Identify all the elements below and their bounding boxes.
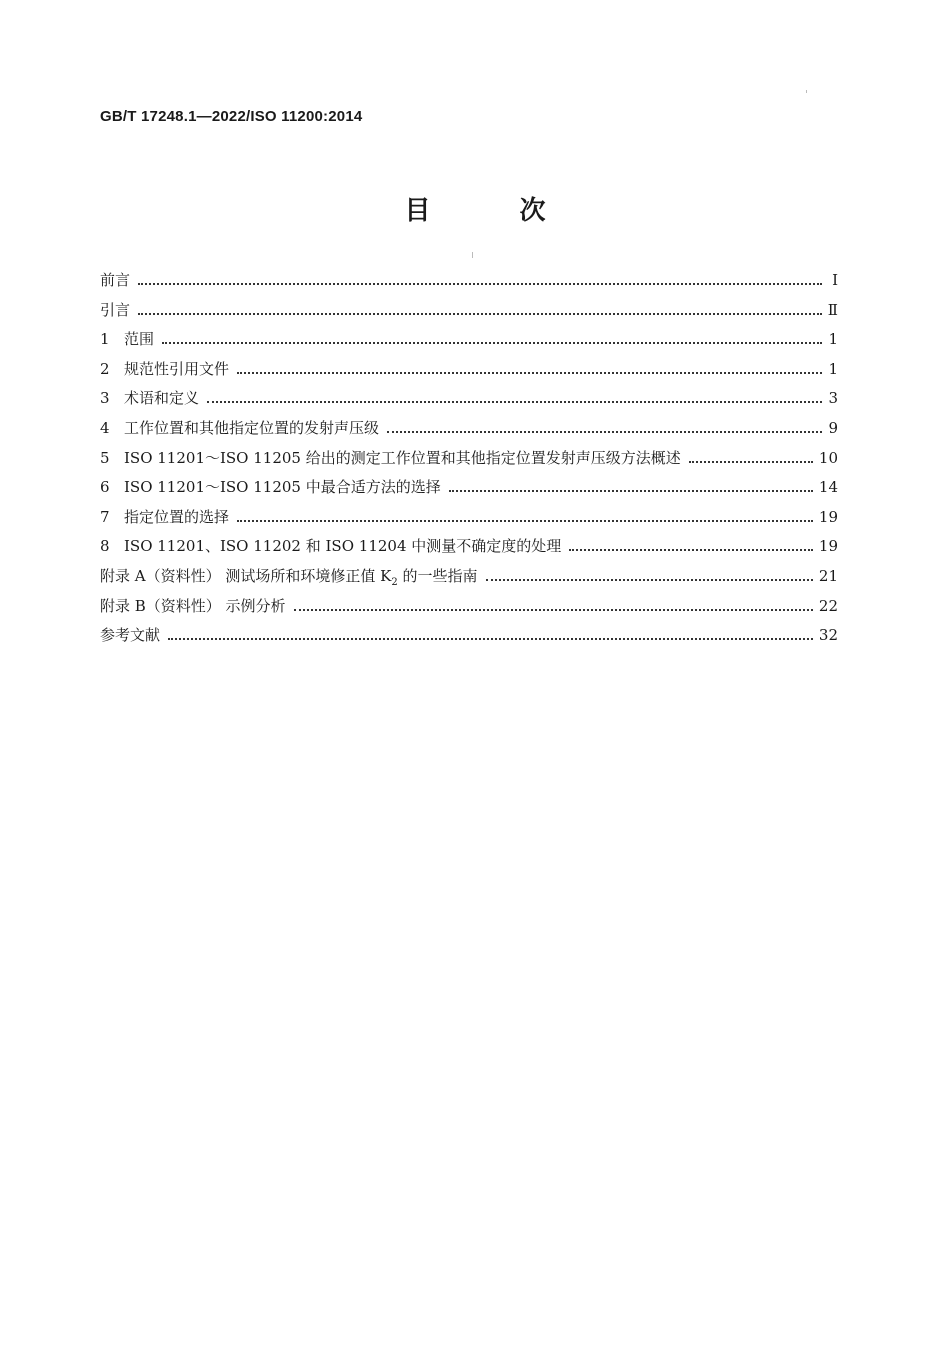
dot-leader — [689, 461, 813, 463]
dot-leader — [237, 520, 813, 522]
toc-entry-number: 7 — [100, 507, 110, 526]
toc-entry[interactable] — [100, 447, 838, 477]
dot-leader — [162, 342, 822, 344]
toc-entry-page: 14 — [818, 478, 838, 497]
dot-leader — [138, 283, 822, 285]
toc-entry-subscript: 2 — [391, 576, 398, 588]
toc-entry[interactable] — [100, 299, 838, 329]
toc-entry-text: ISO 11201～ISO 11205 中最合适方法的选择 — [124, 478, 441, 497]
toc-entry-text: 附录 B（资料性） 示例分析 — [100, 596, 286, 615]
toc-entry-label — [100, 358, 229, 379]
toc-entry[interactable] — [100, 328, 838, 358]
toc-entry-page: 21 — [818, 566, 838, 585]
dot-leader — [486, 579, 813, 581]
toc-entry-text: 前言 — [100, 271, 131, 289]
toc-entry-text: 参考文献 — [100, 626, 161, 645]
toc-entry-label — [100, 595, 286, 616]
toc-entry-text: 附录 A（资料性） 测试场所和环境修正值 K — [100, 566, 392, 585]
dot-leader — [449, 490, 813, 492]
toc-entry[interactable] — [100, 269, 838, 299]
toc-entry-page: Ⅰ — [832, 271, 838, 289]
toc-entry-text: 术语和定义 — [124, 389, 200, 408]
dot-leader — [569, 549, 813, 551]
toc-entry-page: 10 — [818, 448, 838, 467]
toc-entry-label — [100, 387, 199, 408]
toc-entry-label — [100, 476, 441, 497]
toc-entry-text: 指定位置的选择 — [124, 507, 230, 526]
toc-entry-label — [100, 506, 229, 527]
toc-entry-label — [100, 535, 561, 556]
toc-entry-label — [100, 417, 379, 438]
toc-entry[interactable] — [100, 624, 838, 654]
toc-entry-label — [100, 269, 130, 290]
dot-leader — [207, 401, 822, 403]
toc-entry-page: 32 — [818, 626, 838, 645]
table-of-contents — [100, 269, 838, 654]
page-title: 目 次 — [404, 196, 586, 226]
toc-entry-text: 范围 — [124, 330, 155, 349]
toc-entry-number: 3 — [100, 389, 110, 408]
toc-entry[interactable] — [100, 595, 838, 625]
toc-entry-number: 8 — [100, 537, 110, 556]
toc-entry-page: 3 — [828, 389, 838, 408]
toc-entry-page: 9 — [828, 418, 838, 437]
toc-entry[interactable] — [100, 535, 838, 565]
toc-entry[interactable] — [100, 358, 838, 388]
toc-entry[interactable] — [100, 417, 838, 447]
toc-entry-number: 4 — [100, 418, 110, 437]
dot-leader — [138, 313, 822, 315]
toc-entry-label — [100, 299, 130, 320]
dot-leader — [294, 609, 813, 611]
dot-leader — [168, 638, 813, 640]
toc-entry-page: Ⅱ — [827, 300, 838, 319]
toc-entry-page: 1 — [828, 330, 838, 349]
dot-leader — [237, 372, 822, 374]
toc-entry-text: ISO 11201、ISO 11202 和 ISO 11204 中测量不确定度的处理 — [124, 537, 562, 556]
toc-entry[interactable] — [100, 565, 838, 595]
toc-entry-number: 2 — [100, 359, 110, 378]
toc-entry-page: 1 — [828, 359, 838, 378]
toc-entry-number: 1 — [100, 330, 110, 349]
standard-code: GB/T 17248.1—2022/ISO 11200:2014 — [100, 108, 363, 125]
toc-entry-text: 工作位置和其他指定位置的发射声压级 — [124, 418, 380, 437]
toc-entry-page: 22 — [818, 596, 838, 615]
toc-entry-text: ISO 11201～ISO 11205 给出的测定工作位置和其他指定位置发射声压级方法概述 — [124, 448, 681, 467]
toc-entry-text: 规范性引用文件 — [124, 359, 230, 378]
toc-entry-text: 引言 — [100, 300, 131, 319]
toc-entry-number: 5 — [100, 448, 110, 467]
toc-entry-label — [100, 565, 478, 588]
scan-speck — [472, 252, 473, 258]
toc-entry[interactable] — [100, 387, 838, 417]
toc-entry[interactable] — [100, 506, 838, 536]
toc-entry[interactable] — [100, 476, 838, 506]
toc-entry-number: 6 — [100, 478, 110, 497]
toc-entry-page: 19 — [818, 507, 838, 526]
dot-leader — [387, 431, 822, 433]
scan-speck — [806, 90, 807, 93]
toc-entry-label — [100, 447, 681, 468]
toc-entry-page: 19 — [818, 537, 838, 556]
toc-entry-label — [100, 624, 160, 645]
toc-entry-label — [100, 328, 154, 349]
toc-entry-text-tail: 的一些指南 — [397, 566, 478, 585]
